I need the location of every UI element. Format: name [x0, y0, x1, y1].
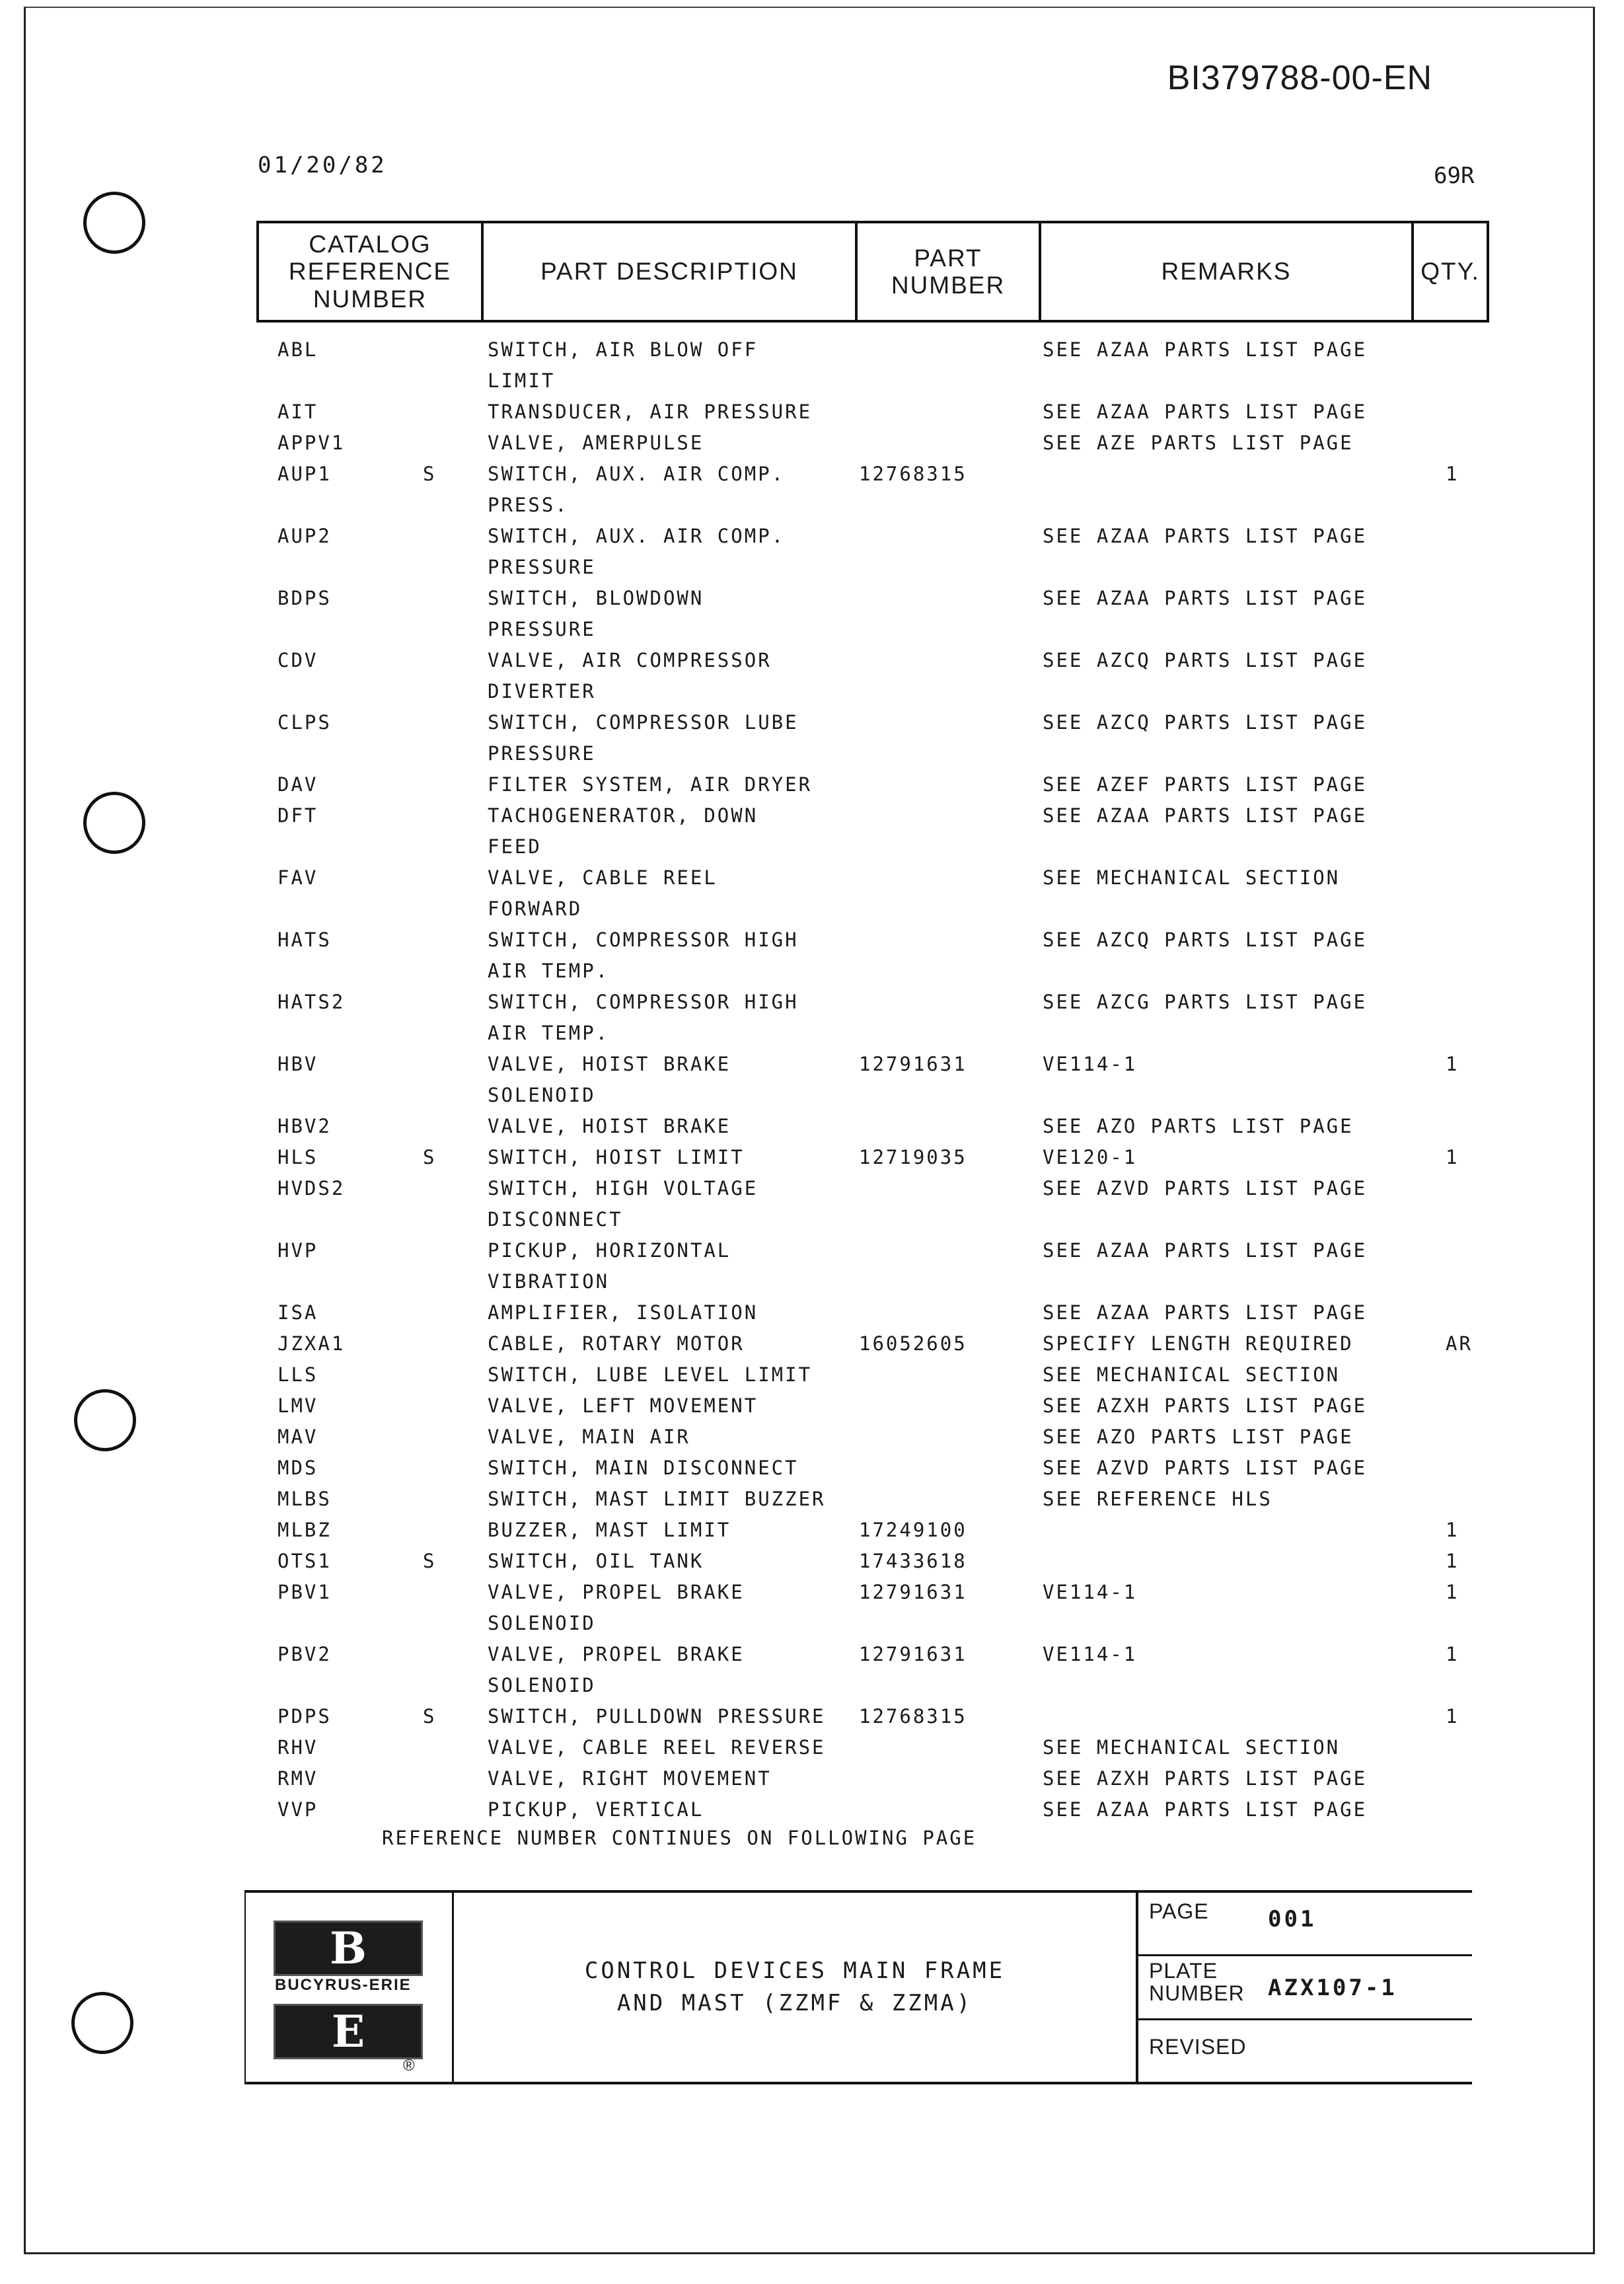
part-number-cell: 16052605 [859, 1332, 967, 1355]
part-description-cell: LIMIT [488, 369, 556, 392]
part-description-cell: VALVE, LEFT MOVEMENT [488, 1394, 758, 1417]
part-description-cell: SWITCH, LUBE LEVEL LIMIT [488, 1363, 813, 1386]
plate-label-line-2: NUMBER [1149, 1981, 1245, 2005]
catalog-ref-cell: DFT [277, 804, 318, 827]
table-row [0, 929, 1624, 960]
part-description-cell: VALVE, CABLE REEL [488, 866, 718, 889]
part-description-cell: PRESSURE [488, 556, 596, 578]
qty-cell: 1 [1446, 463, 1459, 485]
remarks-cell: SEE AZAA PARTS LIST PAGE [1043, 1301, 1368, 1324]
remarks-cell: SEE AZAA PARTS LIST PAGE [1043, 804, 1368, 827]
remarks-cell: SEE AZVD PARTS LIST PAGE [1043, 1457, 1368, 1479]
table-row [0, 1736, 1624, 1767]
table-row [0, 369, 1624, 400]
header-catalog-reference [259, 223, 484, 320]
plate-number: AZX107-1 [1268, 1975, 1397, 2002]
part-description-cell: SWITCH, AUX. AIR COMP. [488, 525, 786, 547]
part-number-cell: 12768315 [859, 1705, 967, 1728]
page-info-row [1138, 1893, 1472, 1956]
catalog-ref-cell: APPV1 [277, 432, 346, 454]
catalog-ref-cell: PBV2 [277, 1643, 332, 1665]
catalog-ref-cell: HATS [277, 929, 332, 951]
catalog-ref-cell: HVDS2 [277, 1177, 346, 1199]
remarks-cell: SEE MECHANICAL SECTION [1043, 1363, 1341, 1386]
table-row [0, 1022, 1624, 1053]
catalog-ref-cell: PDPS [277, 1705, 332, 1728]
catalog-ref-cell: MAV [277, 1426, 318, 1448]
table-row [0, 866, 1624, 897]
remarks-cell: SEE AZXH PARTS LIST PAGE [1043, 1767, 1368, 1790]
table-row [0, 1767, 1624, 1798]
part-description-cell: PRESSURE [488, 618, 596, 640]
part-number-cell: 12719035 [859, 1146, 967, 1168]
header-line: PART [914, 244, 982, 272]
page-number: 001 [1268, 1906, 1317, 1932]
remarks-cell: SEE AZXH PARTS LIST PAGE [1043, 1394, 1368, 1417]
part-description-cell: VALVE, HOIST BRAKE [488, 1053, 731, 1075]
catalog-ref-cell: MDS [277, 1457, 318, 1479]
plate-number-row [1138, 1956, 1472, 2020]
remarks-cell: VE114-1 [1043, 1581, 1138, 1603]
table-row [0, 1643, 1624, 1674]
catalog-ref-cell: HBV [277, 1053, 318, 1075]
binder-hole-1 [83, 192, 145, 254]
part-description-cell: TRANSDUCER, AIR PRESSURE [488, 400, 813, 423]
part-description-cell: BUZZER, MAST LIMIT [488, 1519, 731, 1541]
remarks-cell: SEE AZAA PARTS LIST PAGE [1043, 1239, 1368, 1262]
remarks-cell: SEE AZVD PARTS LIST PAGE [1043, 1177, 1368, 1199]
table-row [0, 1208, 1624, 1239]
remarks-cell: SEE AZE PARTS LIST PAGE [1043, 432, 1354, 454]
registered-mark: ® [403, 2057, 415, 2075]
part-description-cell: SWITCH, PULLDOWN PRESSURE [488, 1705, 826, 1728]
part-description-cell: FORWARD [488, 897, 583, 920]
part-description-cell: SOLENOID [488, 1612, 596, 1634]
qty-cell: 1 [1446, 1146, 1459, 1168]
page-code: 69R [1434, 163, 1475, 189]
header-qty: QTY. [1421, 258, 1480, 286]
table-row [0, 1612, 1624, 1643]
table-row [0, 1053, 1624, 1084]
part-description-cell: VALVE, PROPEL BRAKE [488, 1643, 745, 1665]
part-number-cell: 12791631 [859, 1053, 967, 1075]
logo-company-name: BUCYRUS-ERIE [275, 1976, 412, 1994]
part-description-cell: SOLENOID [488, 1084, 596, 1106]
table-row [0, 556, 1624, 587]
table-row [0, 742, 1624, 773]
remarks-cell: SPECIFY LENGTH REQUIRED [1043, 1332, 1354, 1355]
catalog-ref-cell: ABL [277, 338, 318, 361]
part-description-cell: SWITCH, OIL TANK [488, 1550, 704, 1572]
catalog-ref-cell: HBV2 [277, 1115, 332, 1137]
catalog-ref-cell: RMV [277, 1767, 318, 1790]
remarks-cell: SEE AZEF PARTS LIST PAGE [1043, 773, 1368, 796]
table-row [0, 1177, 1624, 1208]
page-label: PAGE [1149, 1899, 1209, 1923]
table-row [0, 1426, 1624, 1457]
part-description-cell: FEED [488, 835, 542, 858]
parts-table-body [0, 338, 1624, 1829]
logo-letter-b: B [274, 1921, 423, 1976]
remarks-cell: SEE AZAA PARTS LIST PAGE [1043, 400, 1368, 423]
catalog-ref-cell: ISA [277, 1301, 318, 1324]
plate-number-label [1149, 1960, 1245, 2004]
header-line: NUMBER [891, 272, 1006, 299]
part-number-cell: 12768315 [859, 463, 967, 485]
catalog-ref-cell: CDV [277, 649, 318, 671]
table-row [0, 1394, 1624, 1426]
spare-flag-cell: S [423, 1146, 437, 1168]
table-row [0, 835, 1624, 866]
catalog-ref-cell: DAV [277, 773, 318, 796]
table-row [0, 1146, 1624, 1177]
part-description-cell: VALVE, HOIST BRAKE [488, 1115, 731, 1137]
part-description-cell: AIR TEMP. [488, 960, 610, 982]
remarks-cell: SEE AZO PARTS LIST PAGE [1043, 1426, 1354, 1448]
part-description-cell: VALVE, CABLE REEL REVERSE [488, 1736, 826, 1759]
table-row [0, 711, 1624, 742]
table-row [0, 804, 1624, 835]
remarks-cell: SEE AZAA PARTS LIST PAGE [1043, 338, 1368, 361]
catalog-ref-cell: MLBZ [277, 1519, 332, 1541]
catalog-ref-cell: OTS1 [277, 1550, 332, 1572]
table-row [0, 1115, 1624, 1146]
remarks-cell: VE114-1 [1043, 1643, 1138, 1665]
table-row [0, 587, 1624, 618]
part-description-cell: DIVERTER [488, 680, 596, 703]
plate-title-line-2: AND MAST (ZZMF & ZZMA) [616, 1990, 973, 2016]
table-row [0, 525, 1624, 556]
catalog-ref-cell: JZXA1 [277, 1332, 346, 1355]
remarks-cell: SEE AZCQ PARTS LIST PAGE [1043, 929, 1368, 951]
part-description-cell: PRESS. [488, 494, 569, 516]
header-line: NUMBER [313, 285, 427, 313]
catalog-ref-cell: MLBS [277, 1488, 332, 1510]
spare-flag-cell: S [423, 1705, 437, 1728]
plate-label-line-1: PLATE [1149, 1959, 1218, 1983]
remarks-cell: VE114-1 [1043, 1053, 1138, 1075]
qty-cell: 1 [1446, 1053, 1459, 1075]
catalog-ref-cell: VVP [277, 1798, 318, 1821]
table-row [0, 1519, 1624, 1550]
catalog-ref-cell: BDPS [277, 587, 332, 609]
table-row [0, 1363, 1624, 1394]
part-description-cell: PICKUP, VERTICAL [488, 1798, 704, 1821]
remarks-cell: SEE MECHANICAL SECTION [1043, 866, 1341, 889]
part-description-cell: CABLE, ROTARY MOTOR [488, 1332, 745, 1355]
remarks-cell: SEE AZO PARTS LIST PAGE [1043, 1115, 1354, 1137]
remarks-cell: SEE AZAA PARTS LIST PAGE [1043, 525, 1368, 547]
part-number-cell: 17249100 [859, 1519, 967, 1541]
logo-letter-e: E [274, 2004, 423, 2059]
catalog-ref-cell: AUP1 [277, 463, 332, 485]
catalog-ref-cell: LLS [277, 1363, 318, 1386]
catalog-ref-cell: RHV [277, 1736, 318, 1759]
remarks-cell: SEE AZAA PARTS LIST PAGE [1043, 587, 1368, 609]
part-description-cell: VALVE, PROPEL BRAKE [488, 1581, 745, 1603]
table-row [0, 1457, 1624, 1488]
header-part-description: PART DESCRIPTION [484, 223, 858, 320]
part-description-cell: SWITCH, HOIST LIMIT [488, 1146, 745, 1168]
part-description-cell: PRESSURE [488, 742, 596, 765]
table-row [0, 618, 1624, 649]
catalog-ref-cell: HATS2 [277, 991, 346, 1013]
remarks-cell: SEE AZCQ PARTS LIST PAGE [1043, 711, 1368, 734]
catalog-ref-cell: LMV [277, 1394, 318, 1417]
header-remarks: REMARKS [1041, 223, 1414, 320]
table-row [0, 1488, 1624, 1519]
part-description-cell: VALVE, MAIN AIR [488, 1426, 690, 1448]
header-part-number [858, 223, 1041, 320]
part-number-cell: 12791631 [859, 1581, 967, 1603]
table-row [0, 400, 1624, 432]
document-date: 01/20/82 [258, 152, 387, 178]
header-line: CATALOG [309, 230, 431, 258]
company-logo [246, 1893, 454, 2082]
binder-hole-4 [71, 1992, 133, 2054]
catalog-ref-cell: AIT [277, 400, 318, 423]
qty-cell: 1 [1446, 1581, 1459, 1603]
catalog-ref-cell: FAV [277, 866, 318, 889]
header-line: REFERENCE [288, 258, 452, 286]
part-number-cell: 12791631 [859, 1643, 967, 1665]
part-description-cell: SWITCH, BLOWDOWN [488, 587, 704, 609]
plate-title-line-1: CONTROL DEVICES MAIN FRAME [584, 1957, 1006, 1984]
qty-cell: 1 [1446, 1705, 1459, 1728]
table-row [0, 991, 1624, 1022]
catalog-ref-cell: PBV1 [277, 1581, 332, 1603]
table-row [0, 1332, 1624, 1363]
table-row [0, 773, 1624, 804]
part-description-cell: AMPLIFIER, ISOLATION [488, 1301, 758, 1324]
catalog-ref-cell: AUP2 [277, 525, 332, 547]
table-row [0, 649, 1624, 680]
qty-cell: 1 [1446, 1550, 1459, 1572]
plate-title [454, 1893, 1136, 2082]
table-row [0, 1550, 1624, 1581]
part-description-cell: AIR TEMP. [488, 1022, 610, 1044]
table-row [0, 432, 1624, 463]
catalog-ref-cell: HLS [277, 1146, 318, 1168]
spare-flag-cell: S [423, 463, 437, 485]
part-description-cell: VALVE, AMERPULSE [488, 432, 704, 454]
table-row [0, 1270, 1624, 1301]
part-description-cell: PICKUP, HORIZONTAL [488, 1239, 731, 1262]
continue-note: REFERENCE NUMBER CONTINUES ON FOLLOWING PAGE [382, 1827, 977, 1849]
table-row [0, 494, 1624, 525]
qty-cell: 1 [1446, 1519, 1459, 1541]
part-description-cell: SWITCH, AUX. AIR COMP. [488, 463, 786, 485]
title-block [244, 1890, 1472, 2084]
part-description-cell: SWITCH, MAIN DISCONNECT [488, 1457, 799, 1479]
table-row [0, 1301, 1624, 1332]
remarks-cell: VE120-1 [1043, 1146, 1138, 1168]
part-description-cell: SWITCH, AIR BLOW OFF [488, 338, 758, 361]
spare-flag-cell: S [423, 1550, 437, 1572]
part-description-cell: FILTER SYSTEM, AIR DRYER [488, 773, 813, 796]
part-description-cell: VALVE, AIR COMPRESSOR [488, 649, 772, 671]
plate-info [1136, 1893, 1472, 2082]
table-row [0, 897, 1624, 929]
remarks-cell: SEE AZCG PARTS LIST PAGE [1043, 991, 1368, 1013]
table-row [0, 1084, 1624, 1115]
part-number-cell: 17433618 [859, 1550, 967, 1572]
part-description-cell: SWITCH, COMPRESSOR HIGH [488, 991, 799, 1013]
part-description-cell: SWITCH, COMPRESSOR LUBE [488, 711, 799, 734]
table-row [0, 960, 1624, 991]
revised-label: REVISED [1149, 2034, 1247, 2059]
table-row [0, 463, 1624, 494]
qty-cell: 1 [1446, 1643, 1459, 1665]
table-row [0, 1239, 1624, 1270]
table-row [0, 1674, 1624, 1705]
remarks-cell: SEE REFERENCE HLS [1043, 1488, 1273, 1510]
table-row [0, 1705, 1624, 1736]
revised-row [1138, 2020, 1472, 2082]
qty-cell: AR [1446, 1332, 1473, 1355]
table-row [0, 1798, 1624, 1829]
part-description-cell: TACHOGENERATOR, DOWN [488, 804, 758, 827]
part-description-cell: VALVE, RIGHT MOVEMENT [488, 1767, 772, 1790]
part-description-cell: SWITCH, MAST LIMIT BUZZER [488, 1488, 826, 1510]
part-description-cell: SOLENOID [488, 1674, 596, 1696]
part-description-cell: VIBRATION [488, 1270, 610, 1293]
part-description-cell: DISCONNECT [488, 1208, 623, 1231]
remarks-cell: SEE AZAA PARTS LIST PAGE [1043, 1798, 1368, 1821]
remarks-cell: SEE AZCQ PARTS LIST PAGE [1043, 649, 1368, 671]
column-header [256, 221, 1489, 323]
part-description-cell: SWITCH, COMPRESSOR HIGH [488, 929, 799, 951]
part-description-cell: SWITCH, HIGH VOLTAGE [488, 1177, 758, 1199]
catalog-ref-cell: HVP [277, 1239, 318, 1262]
catalog-ref-cell: CLPS [277, 711, 332, 734]
document-id: BI379788-00-EN [1167, 59, 1432, 97]
table-row [0, 1581, 1624, 1612]
remarks-cell: SEE MECHANICAL SECTION [1043, 1736, 1341, 1759]
table-row [0, 680, 1624, 711]
table-row [0, 338, 1624, 369]
